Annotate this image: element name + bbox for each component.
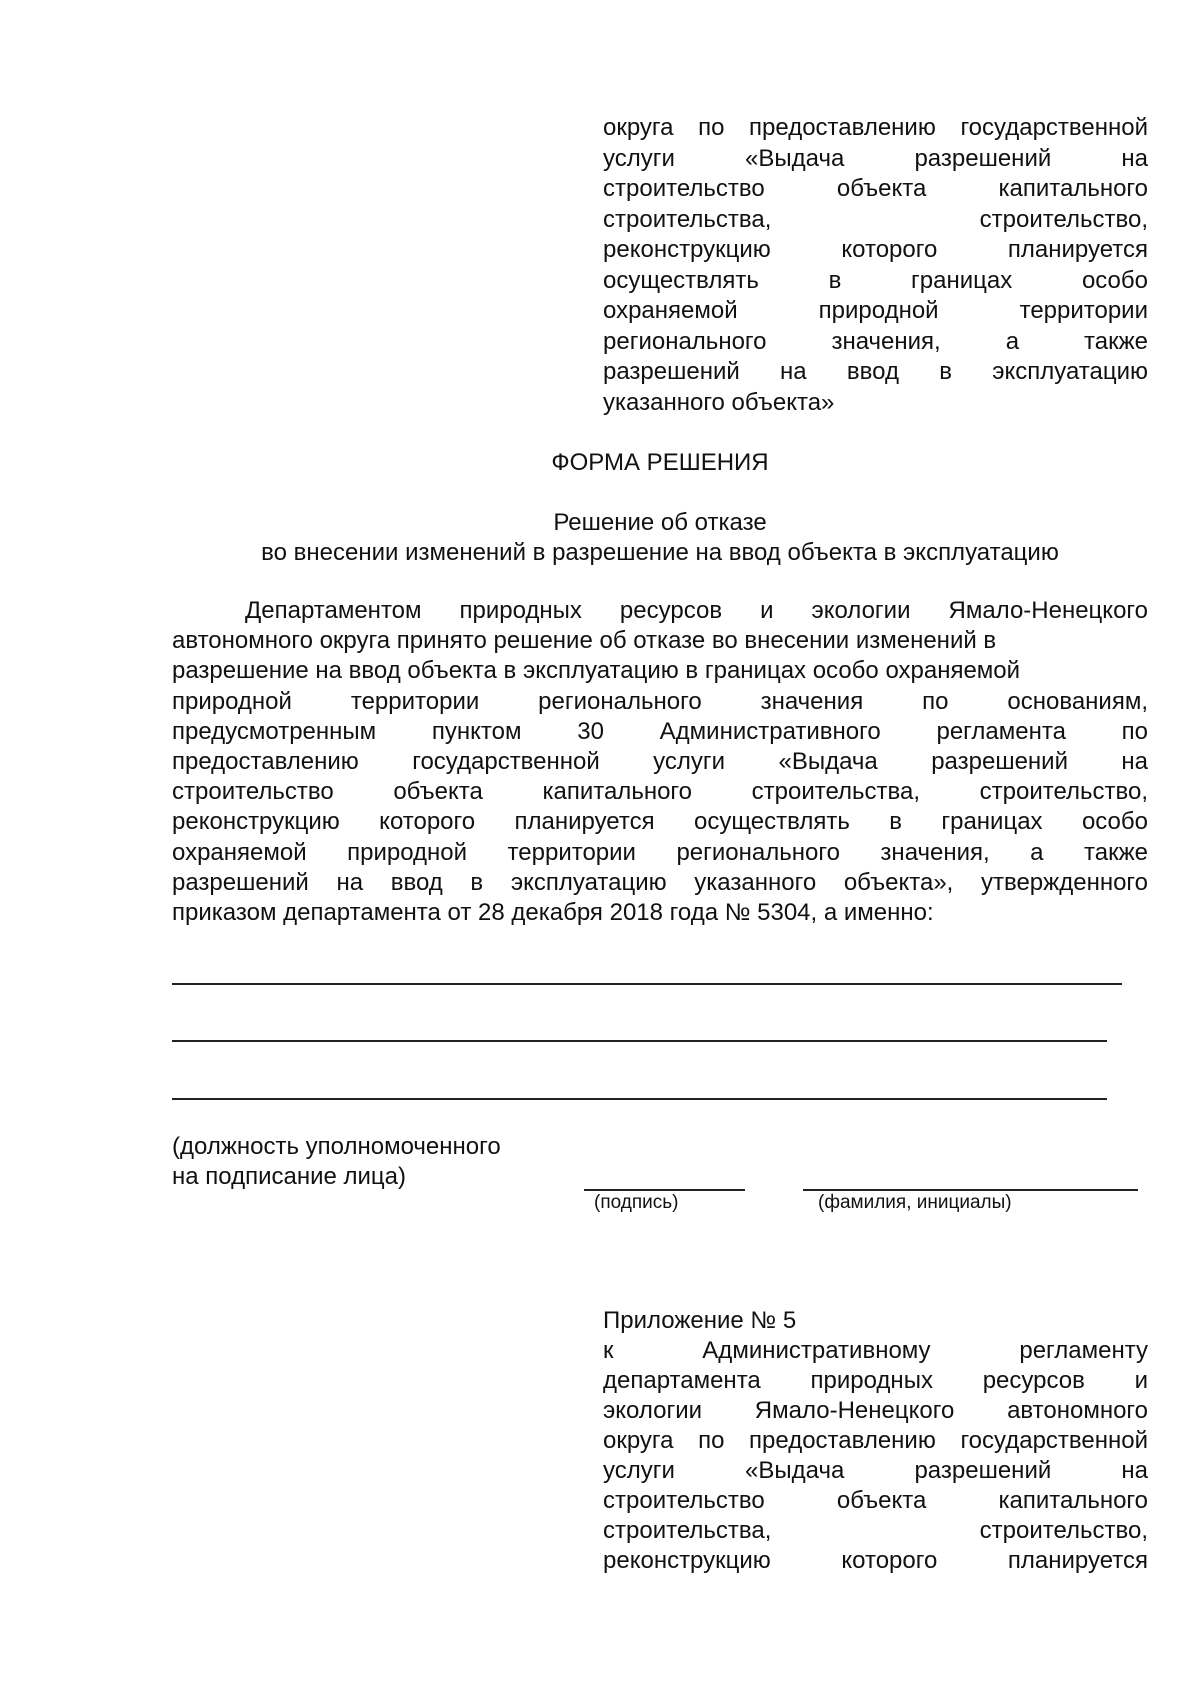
signatory-label-line: на подписание лица): [172, 1163, 407, 1190]
body-line: охраняемой природной территории регионального значения, а также: [172, 838, 1148, 866]
body-line: приказом департамента от 28 декабря 2018 года № 5304, а именно:: [172, 899, 934, 927]
annex-heading-text: [603, 1336, 1148, 1576]
body-line: природной территории регионального значения по основаниям,: [172, 687, 1148, 715]
signatory-position-label: [172, 1132, 501, 1192]
body-line: предусмотренным пунктом 30 Административного регламента по: [172, 717, 1148, 745]
annex-line: строительства, строительство,: [603, 1517, 1148, 1544]
annex-line: реконструкцию которого планируется: [603, 1547, 1148, 1574]
name-caption: (фамилия, инициалы): [818, 1192, 1012, 1213]
signature-caption: (подпись): [594, 1192, 679, 1213]
annex-line: к Административному регламенту: [603, 1337, 1148, 1364]
header-line: округа по предоставлению государственной: [603, 114, 1148, 141]
header-line: разрешений на ввод в эксплуатацию: [603, 358, 1148, 385]
reason-fill-line: [172, 1098, 1107, 1100]
body-line: разрешение на ввод объекта в эксплуатацию в границах особо охраняемой: [172, 657, 1021, 685]
body-line: предоставлению государственной услуги «Выдача разрешений на: [172, 748, 1148, 776]
decision-title: Решение об отказе: [553, 509, 767, 536]
annex-line: экологии Ямало-Ненецкого автономного: [603, 1397, 1148, 1424]
reason-fill-line: [172, 983, 1122, 985]
annex-title: Приложение № 5: [603, 1307, 797, 1334]
header-line: регионального значения, а также: [603, 327, 1148, 355]
body-line: строительство объекта капитального строительства, строительство,: [172, 778, 1148, 806]
body-line: разрешений на ввод в эксплуатацию указанного объекта», утвержденного: [172, 868, 1148, 896]
decision-subtitle: во внесении изменений в разрешение на ввод объекта в эксплуатацию: [261, 539, 1059, 566]
header-line: строительства, строительство,: [603, 205, 1148, 233]
header-line: услуги «Выдача разрешений на: [603, 144, 1148, 172]
decision-body-paragraph: [172, 596, 1148, 928]
annex-line: услуги «Выдача разрешений на: [603, 1457, 1148, 1484]
annex-line: строительство объекта капитального: [603, 1487, 1148, 1514]
header-line: осуществлять в границах особо: [603, 266, 1148, 294]
body-line: Департаментом природных ресурсов и экологии Ямало-Ненецкого: [245, 597, 1148, 624]
signatory-label-line: (должность уполномоченного: [172, 1133, 501, 1160]
header-line: реконструкцию которого планируется: [603, 236, 1148, 263]
header-line: охраняемой природной территории: [603, 297, 1148, 324]
reason-fill-line: [172, 1040, 1107, 1042]
form-title: ФОРМА РЕШЕНИЯ: [551, 449, 769, 476]
body-line: автономного округа принято решение об отказе во внесении изменений в: [172, 627, 997, 655]
annex-line: округа по предоставлению государственной: [603, 1427, 1148, 1454]
body-line: реконструкцию которого планируется осуществлять в границах особо: [172, 808, 1148, 836]
header-line: строительство объекта капитального: [603, 175, 1148, 202]
header-line: указанного объекта»: [603, 388, 835, 416]
annex-line: департамента природных ресурсов и: [603, 1367, 1148, 1394]
annex-header-continuation: [603, 113, 1148, 418]
